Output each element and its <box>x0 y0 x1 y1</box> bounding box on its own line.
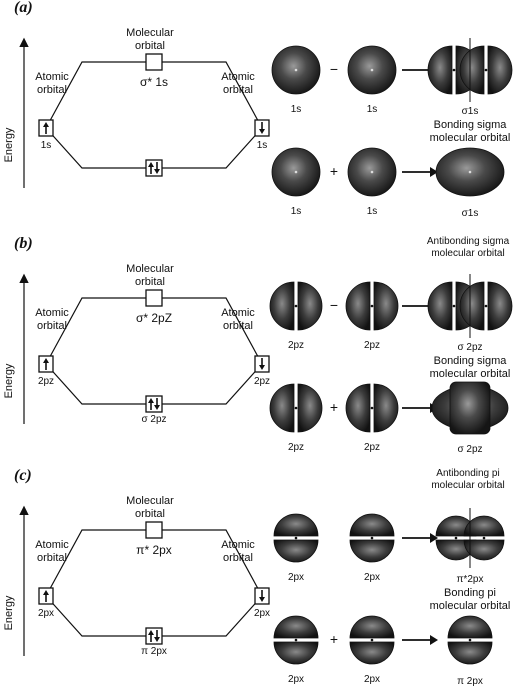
orbital-box <box>146 396 162 412</box>
lobe-right <box>488 46 512 94</box>
left-level-label: 1s <box>40 140 52 151</box>
orbital-atom-left <box>270 282 322 330</box>
row1-right-label: 1s <box>366 104 378 115</box>
lobe-top <box>448 616 492 638</box>
nucleus-dot <box>371 171 374 174</box>
nucleus-dot <box>295 69 298 72</box>
lobe-left <box>346 384 370 432</box>
atomic-orbital-label-left: Atomic <box>35 307 69 319</box>
nucleus-dot <box>295 171 298 174</box>
lobe-pair-right <box>460 46 512 94</box>
antibonding-orbital <box>428 274 512 338</box>
lobe-bottom <box>350 642 394 664</box>
row2-left-label: 2pz <box>287 442 305 453</box>
bonding-orbital <box>432 382 508 434</box>
right-atomic-box <box>255 120 269 136</box>
nucleus-dot <box>469 639 472 642</box>
row2-left-label: 2px <box>287 674 305 685</box>
lobe-bottom <box>448 642 492 664</box>
lobe-right <box>298 282 322 330</box>
antibonding-level-label: π* 2px <box>136 543 172 557</box>
antibonding-result-label: σ1s <box>461 106 479 117</box>
right-level-label: 1s <box>256 140 268 151</box>
nucleus-dot <box>371 69 374 72</box>
lobe-left <box>270 282 294 330</box>
row1-left-label: 2px <box>287 572 305 583</box>
atomic-orbital-label-right: orbital <box>223 84 253 96</box>
row1-right-label: 2px <box>363 572 381 583</box>
lobe-right <box>298 384 322 432</box>
bonding-caption: Bonding sigma <box>433 119 507 131</box>
left-atomic-box <box>39 588 53 604</box>
atomic-orbital-label-right: Atomic <box>221 539 255 551</box>
energy-axis-label: Energy <box>3 127 15 163</box>
lobe-top <box>350 514 394 536</box>
orbital-atom-left <box>272 46 320 94</box>
antibonding-caption: Antibonding sigma <box>426 236 510 247</box>
lobe-bottom <box>274 642 318 664</box>
bonding-lobe-pair <box>448 616 492 664</box>
nucleus-dot <box>485 69 488 72</box>
orbital-atom-right <box>346 282 398 330</box>
nucleus-dot <box>485 305 488 308</box>
molecular-orbital-label: orbital <box>135 508 165 520</box>
nucleus-dot <box>295 305 298 308</box>
plus-sign: + <box>329 163 339 179</box>
antibonding-caption: molecular orbital <box>431 480 505 491</box>
molecular-orbital-label: Molecular <box>126 27 174 39</box>
bonding-result-label: σ 2pz <box>457 444 483 455</box>
nucleus-dot <box>453 305 456 308</box>
nucleus-dot <box>483 537 486 540</box>
bonding-caption: molecular orbital <box>429 368 511 380</box>
antibonding-result-label: σ 2pz <box>457 342 483 353</box>
antibonding-level-label: σ* 1s <box>139 75 169 89</box>
lobe-right <box>374 384 398 432</box>
bonding-caption: Bonding sigma <box>433 355 507 367</box>
panel-label: (a) <box>14 0 33 16</box>
bonding-caption: molecular orbital <box>429 600 511 612</box>
orbital-atom-right <box>350 616 394 664</box>
right-atomic-box <box>255 588 269 604</box>
antibonding-level-box <box>146 522 162 538</box>
row1-left-label: 1s <box>290 104 302 115</box>
molecular-orbital-label: orbital <box>135 40 165 52</box>
bonding-level-box <box>146 396 162 412</box>
plus-sign: + <box>329 631 339 647</box>
lobe-pair-right <box>460 282 512 330</box>
molecular-orbital-label: Molecular <box>126 495 174 507</box>
panel-b <box>3 235 512 455</box>
antibonding-result-label: π*2px <box>456 574 484 585</box>
lobe-left <box>270 384 294 432</box>
orbital-box <box>146 522 162 538</box>
row2-left-label: 1s <box>290 206 302 217</box>
energy-axis-label: Energy <box>3 595 15 631</box>
atomic-orbital-label-right: orbital <box>223 320 253 332</box>
lobe-bottom <box>350 540 394 562</box>
bonding-level-label: π 2px <box>141 646 167 657</box>
molecular-orbital-label: Molecular <box>126 263 174 275</box>
bonding-level-label: σ 2pz <box>141 414 167 425</box>
left-level-label: 2px <box>37 608 55 619</box>
atomic-orbital-label-right: orbital <box>223 552 253 564</box>
antibonding-level-box <box>146 290 162 306</box>
atomic-orbital-label-left: orbital <box>37 84 67 96</box>
energy-axis-label: Energy <box>3 363 15 399</box>
bonding-orbital <box>448 616 492 664</box>
antibonding-orbital <box>436 508 504 568</box>
right-level-label: 2px <box>253 608 271 619</box>
nucleus-dot <box>371 639 374 642</box>
orbital-atom-left <box>274 514 318 562</box>
plus-sign: + <box>329 399 339 415</box>
bonding-level-box <box>146 628 162 644</box>
right-level-label: 2pz <box>253 376 271 387</box>
orbital-atom-right <box>348 148 396 196</box>
panel-a <box>3 0 512 219</box>
panels-layer <box>3 0 512 687</box>
nucleus-dot <box>295 639 298 642</box>
row2-right-label: 2pz <box>363 442 381 453</box>
nucleus-dot <box>453 69 456 72</box>
orbital-atom-left <box>274 616 318 664</box>
row2-right-label: 2px <box>363 674 381 685</box>
nucleus-dot <box>371 305 374 308</box>
lobe-right <box>488 282 512 330</box>
orbital-box <box>146 290 162 306</box>
left-atomic-box <box>39 356 53 372</box>
bonding-caption: Bonding pi <box>444 587 496 599</box>
bonding-result-label: π 2px <box>457 676 483 687</box>
atomic-orbital-label-right: Atomic <box>221 71 255 83</box>
lobe-left <box>346 282 370 330</box>
panel-label: (b) <box>14 235 33 252</box>
nucleus-dot <box>455 537 458 540</box>
left-atomic-box <box>39 120 53 136</box>
lobe-left <box>428 46 452 94</box>
orbital-atom-left <box>270 384 322 432</box>
atomic-orbital-label-left: orbital <box>37 320 67 332</box>
atomic-orbital-label-right: Atomic <box>221 307 255 319</box>
lobe-top <box>350 616 394 638</box>
bonding-ellipse <box>436 148 504 196</box>
orbital-atom-right <box>346 384 398 432</box>
bonding-orbital <box>436 148 504 196</box>
atomic-orbital-label-left: Atomic <box>35 539 69 551</box>
minus-sign: − <box>329 297 339 313</box>
atomic-orbital-label-left: Atomic <box>35 71 69 83</box>
bonding-caption: molecular orbital <box>429 132 511 144</box>
bonding-core <box>450 382 490 434</box>
orbital-atom-left <box>272 148 320 196</box>
antibonding-level-label: σ* 2pZ <box>135 311 173 325</box>
lobe-bottom <box>274 540 318 562</box>
antibonding-caption: Antibonding pi <box>436 468 500 479</box>
bonding-level-box <box>146 160 162 176</box>
lobe-top <box>274 514 318 536</box>
orbital-atom-right <box>348 46 396 94</box>
row1-right-label: 2pz <box>363 340 381 351</box>
panel-label: (c) <box>14 467 32 484</box>
nucleus-dot <box>469 171 472 174</box>
antibonding-level-box <box>146 54 162 70</box>
left-level-label: 2pz <box>37 376 55 387</box>
right-atomic-box <box>255 356 269 372</box>
lobe-right <box>374 282 398 330</box>
lobe-left <box>428 282 452 330</box>
molecular-orbital-label: orbital <box>135 276 165 288</box>
lobe-top <box>274 616 318 638</box>
row2-right-label: 1s <box>366 206 378 217</box>
antibonding-orbital <box>428 38 512 102</box>
combine-arrow-head <box>430 635 438 645</box>
nucleus-dot <box>371 407 374 410</box>
orbital-box <box>146 628 162 644</box>
nucleus-dot <box>295 537 298 540</box>
orbital-atom-right <box>350 514 394 562</box>
panel-c <box>3 467 510 687</box>
orbital-box <box>146 54 162 70</box>
orbital-box <box>146 160 162 176</box>
atomic-orbital-label-left: orbital <box>37 552 67 564</box>
nucleus-dot <box>295 407 298 410</box>
bonding-result-label: σ1s <box>461 208 479 219</box>
row1-left-label: 2pz <box>287 340 305 351</box>
nucleus-dot <box>371 537 374 540</box>
antibonding-caption: molecular orbital <box>431 248 505 259</box>
minus-sign: − <box>329 61 339 77</box>
